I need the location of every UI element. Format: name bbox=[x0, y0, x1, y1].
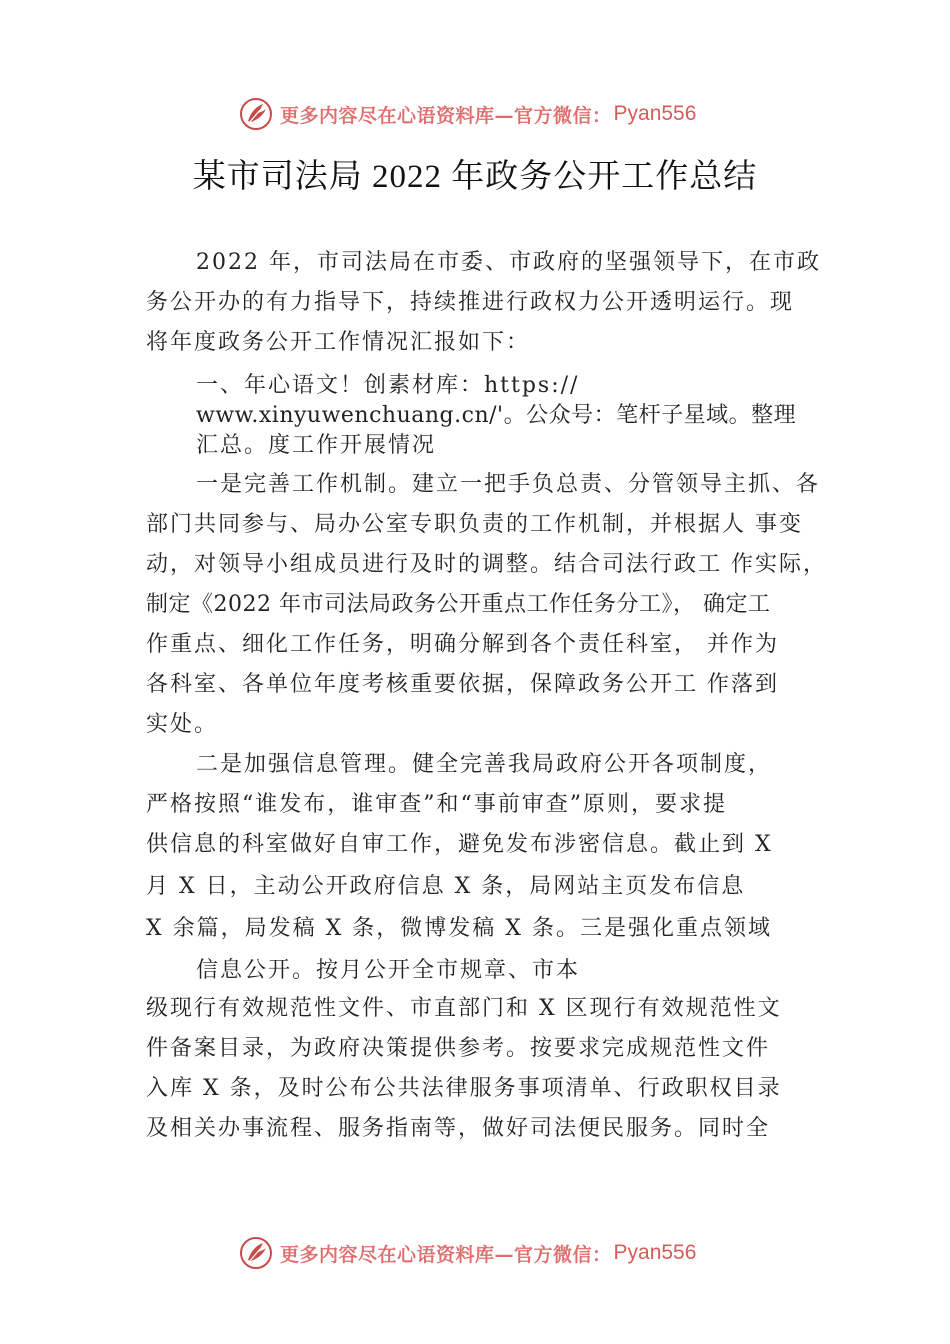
body-line: 级现行有效规范性文件、市直部门和 X 区现行有效规范性文 bbox=[146, 996, 782, 1021]
document-title: 某市司法局 2022 年政务公开工作总结 bbox=[192, 159, 758, 195]
body-line: X 余篇，局发稿 X 条，微博发稿 X 条。三是强化重点领域 bbox=[146, 916, 772, 941]
watermark-id: Pyan556 bbox=[613, 1241, 697, 1264]
body-line: 制定《2022 年市司法局政务公开重点工作任务分工》， 确定工 bbox=[146, 592, 771, 617]
body-line: 将年度政务公开工作情况汇报如下： bbox=[146, 330, 531, 355]
body-line: 月 X 日，主动公开政府信息 X 条，局网站主页发布信息 bbox=[146, 874, 746, 899]
body-line: 信息公开。按月公开全市规章、市本 bbox=[196, 958, 581, 983]
body-line: 2022 年，市司法局在市委、市政府的坚强领导下，在市政 bbox=[196, 250, 821, 275]
body-line: 供信息的科室做好自审工作，避免发布涉密信息。截止到 X bbox=[146, 832, 773, 857]
body-line: 严格按照“谁发布，谁审查”和“事前审查”原则，要求提 bbox=[146, 792, 727, 817]
watermark-banner-bottom bbox=[238, 1233, 696, 1273]
watermark-id: Pyan556 bbox=[613, 102, 697, 125]
body-line: 部门共同参与、局办公室专职负责的工作机制，并根据人 事变 bbox=[146, 512, 803, 537]
body-line: 动，对领导小组成员进行及时的调整。结合司法行政工 作实际， bbox=[146, 552, 827, 577]
watermark-logo-icon bbox=[238, 1235, 274, 1271]
body-line: 实处。 bbox=[146, 712, 219, 737]
body-line: 务公开办的有力指导下，持续推进行政权力公开透明运行。现 bbox=[146, 290, 795, 315]
body-line: 一是完善工作机制。建立一把手负总责、分管领导主抓、各 bbox=[196, 472, 821, 497]
watermark-logo-icon bbox=[238, 96, 274, 132]
body-line: 件备案目录，为政府决策提供参考。按要求完成规范性文件 bbox=[146, 1036, 771, 1061]
body-line: 入库 X 条，及时公布公共法律服务事项清单、行政职权目录 bbox=[146, 1076, 782, 1101]
body-line: www.xinyuwenchuang.cn/'。公众号：笔杆子星域。整理 bbox=[196, 403, 797, 428]
body-line: 及相关办事流程、服务指南等，做好司法便民服务。同时全 bbox=[146, 1116, 771, 1141]
body-line: 一、年心语文！创素材库：https:// bbox=[196, 373, 580, 398]
body-line: 二是加强信息管理。健全完善我局政府公开各项制度， bbox=[196, 752, 773, 777]
watermark-text: 更多内容尽在心语资料库—官方微信： bbox=[280, 104, 612, 127]
body-line: 各科室、各单位年度考核重要依据，保障政务公开工 作落到 bbox=[146, 672, 779, 697]
body-line: 汇总。度工作开展情况 bbox=[196, 433, 437, 458]
watermark-text: 更多内容尽在心语资料库—官方微信： bbox=[280, 1243, 612, 1266]
body-line: 作重点、细化工作任务，明确分解到各个责任科室， 并作为 bbox=[146, 632, 779, 657]
watermark-banner-top bbox=[238, 94, 696, 134]
